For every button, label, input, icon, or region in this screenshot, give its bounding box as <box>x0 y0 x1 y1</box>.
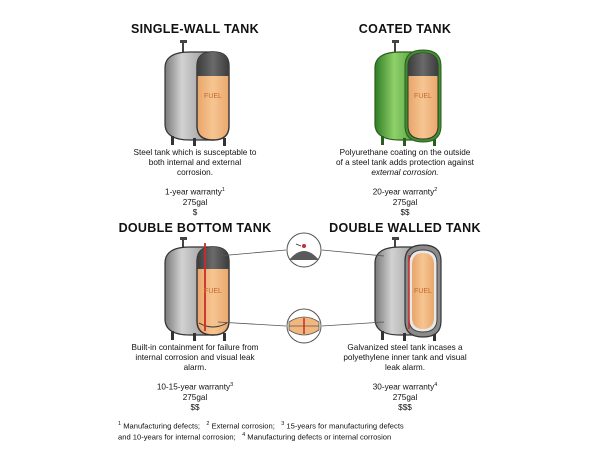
capacity: 275gal <box>182 392 208 402</box>
capacity: 275gal <box>392 197 418 207</box>
callout-line-bottom <box>322 322 384 326</box>
tank-title: COATED TANK <box>358 22 452 36</box>
tank-specs: 10-15-year warranty$^3$ 275gal $$ <box>156 382 234 412</box>
warranty: 10-15-year warranty <box>156 382 231 392</box>
tank-specs: 30-year warranty$^4$ 275gal $$$ <box>372 382 438 412</box>
callout-line-bottom <box>218 322 286 326</box>
footnotes: $^1$ Manufacturing defects; $^2$ External corrosion; $^3$ 15-years for manufacturing defects and 10-years for internal corrosion; $^4$ Manufacturing defects or internal corrosion <box>118 421 404 442</box>
fuel-label: FUEL <box>414 93 432 100</box>
cost: $$ <box>400 207 410 217</box>
cost: $ <box>192 207 198 217</box>
warranty: 30-year warranty <box>372 382 435 392</box>
tank-title: DOUBLE WALLED TANK <box>329 221 481 235</box>
tank-description: Steel tank which is susceptable to both internal and external corrosion. <box>133 148 257 177</box>
top-detail-magnifier <box>287 233 321 267</box>
warranty: 20-year warranty <box>372 187 435 197</box>
tank-specs: 1-year warranty$^1$ 275gal $ <box>165 187 225 217</box>
capacity: 275gal <box>392 392 418 402</box>
tank-description: Galvanized steel tank incases a polyethylene inner tank and visual leak alarm. <box>343 343 467 372</box>
tank-title: DOUBLE BOTTOM TANK <box>118 221 272 235</box>
callout-line-top <box>218 250 286 256</box>
fuel-label: FUEL <box>414 288 432 295</box>
tank-title: SINGLE-WALL TANK <box>131 22 259 36</box>
callout-line-top <box>322 250 384 256</box>
tank-description: Polyurethane coating on the outside of a steel tank adds protection against external corrosion. <box>336 148 474 177</box>
warranty: 1-year warranty <box>165 187 222 197</box>
fuel-label: FUEL <box>204 93 222 100</box>
cost: $$ <box>190 402 200 412</box>
fuel-label: FUEL <box>204 288 222 295</box>
bottom-detail-magnifier <box>287 309 321 343</box>
tank-description: Built-in containment for failure from internal corrosion and visual leak alarm. <box>131 343 259 372</box>
cost: $$$ <box>398 402 412 412</box>
capacity: 275gal <box>182 197 208 207</box>
tank-specs: 20-year warranty$^2$ 275gal $$ <box>372 187 438 217</box>
